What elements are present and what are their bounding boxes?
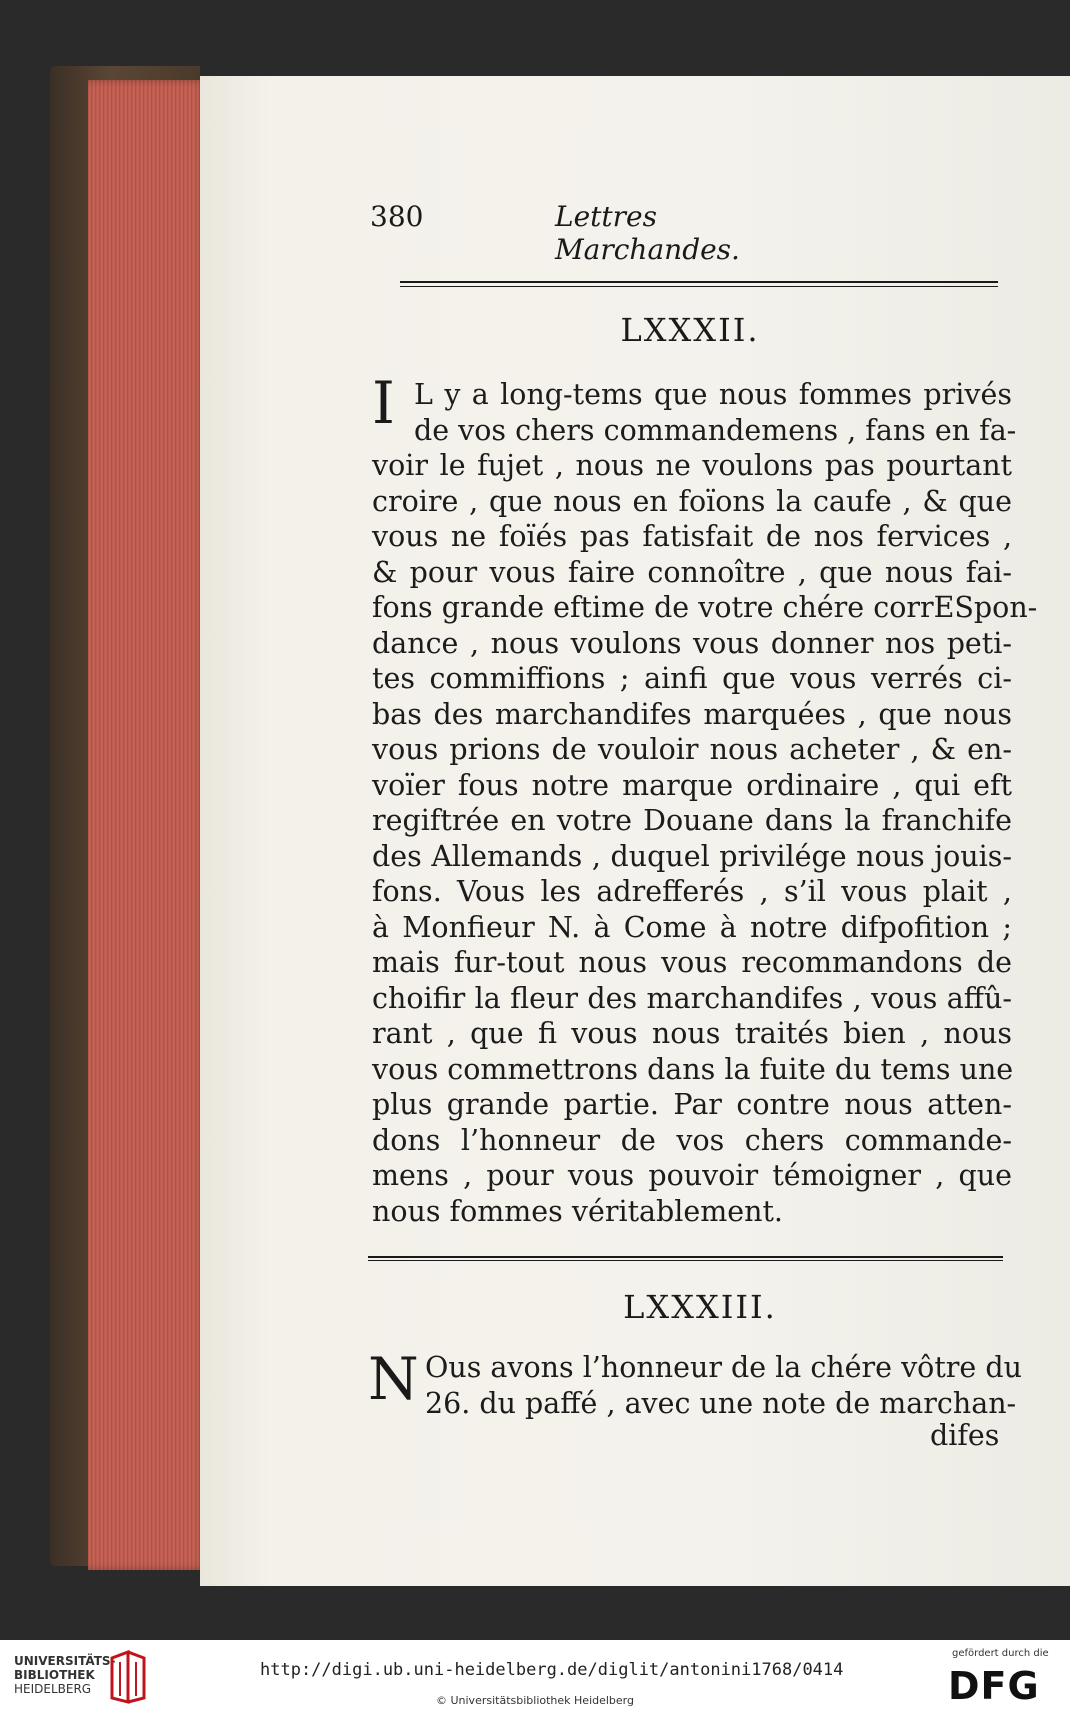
text-line: rant , que fi vous nous traités bien , nous	[372, 1017, 1012, 1050]
text-line: mens , pour vous pouvoir témoigner , que	[372, 1159, 1012, 1192]
dfg-logo: DFG	[948, 1664, 1040, 1708]
library-name-line2: BIBLIOTHEK	[14, 1668, 95, 1682]
page-header	[370, 200, 850, 266]
library-name	[14, 1654, 116, 1696]
text-line: voir le fujet , nous ne voulons pas pourtant	[372, 449, 1012, 482]
text-line: fons grande eftime de votre chére corrESpon-	[372, 591, 1038, 624]
viewer-footer	[0, 1640, 1070, 1718]
copyright-text: © Universitätsbibliothek Heidelberg	[435, 1694, 634, 1707]
text-line: bas des marchandifes marquées , que nous	[372, 697, 1012, 731]
section-rule	[368, 1256, 1003, 1258]
catchword: difes	[930, 1419, 1000, 1452]
text-line: Ous avons l’honneur de la chére vôtre du	[425, 1351, 1022, 1384]
running-title: Lettres Marchandes.	[555, 200, 740, 266]
letter-heading-lxxxii: LXXXII.	[620, 311, 760, 349]
text-line: vous commettrons dans la fuite du tems une	[372, 1052, 1014, 1086]
page-url-link[interactable]: http://digi.ub.uni-heidelberg.de/diglit/antonini1768/0414	[260, 1660, 844, 1680]
section-rule-thin	[368, 1260, 1003, 1261]
text-line: croire , que nous en foïons la caufe , & que	[372, 484, 1012, 518]
text-line: voïer fous notre marque ordinaire , qui eft	[372, 768, 1012, 802]
text-line: dance , nous voulons vous donner nos peti-	[372, 626, 1012, 660]
page-edges	[88, 80, 206, 1570]
text-line: fons. Vous les adrefferés , s’il vous plait ,	[372, 875, 1012, 908]
text-line: plus grande partie. Par contre nous atten-	[372, 1088, 1012, 1121]
text-line: vous ne foïés pas fatisfait de nos fervices ,	[372, 520, 1012, 553]
library-name-line1: UNIVERSITÄTS-	[14, 1654, 116, 1668]
text-line: nous fommes véritablement.	[372, 1194, 783, 1228]
text-line: choifir la fleur des marchandifes , vous affû-	[372, 981, 1012, 1015]
letter-heading-lxxxiii: LXXXIII.	[623, 1288, 777, 1326]
text-line: mais fur-tout nous vous recommandons de	[372, 946, 1012, 979]
header-rule	[400, 281, 998, 283]
header-rule-thin	[400, 286, 998, 287]
letter1-body	[372, 377, 1038, 1229]
library-name-line3: HEIDELBERG	[14, 1682, 92, 1696]
page-number: 380	[370, 200, 424, 233]
text-line: tes commiffions ; ainfi que vous verrés ci-	[372, 662, 1012, 695]
letter2-body	[425, 1350, 1022, 1421]
funding-label: gefördert durch die	[952, 1648, 1049, 1659]
text-line: des Allemands , duquel privilége nous jouis-	[372, 839, 1012, 873]
text-line: & pour vous faire connoître , que nous fai-	[372, 555, 1012, 589]
text-line: vous prions de vouloir nous acheter , & en-	[372, 733, 1012, 766]
text-line: de vos chers commandemens , fans en fa-	[414, 413, 1017, 447]
text-line: 26. du paffé , avec une note de marchan-	[425, 1386, 1017, 1420]
text-line: L y a long-tems que nous fommes privés	[414, 378, 1012, 411]
dropcap-letter1: I	[372, 369, 395, 437]
text-line: à Monfieur N. à Come à notre difpofition ;	[372, 910, 1012, 944]
dropcap-letter2: N	[368, 1345, 419, 1413]
text-line: dons l’honneur de vos chers commande-	[372, 1123, 1012, 1157]
text-line: regiftrée en votre Douane dans la franchife	[372, 804, 1012, 837]
